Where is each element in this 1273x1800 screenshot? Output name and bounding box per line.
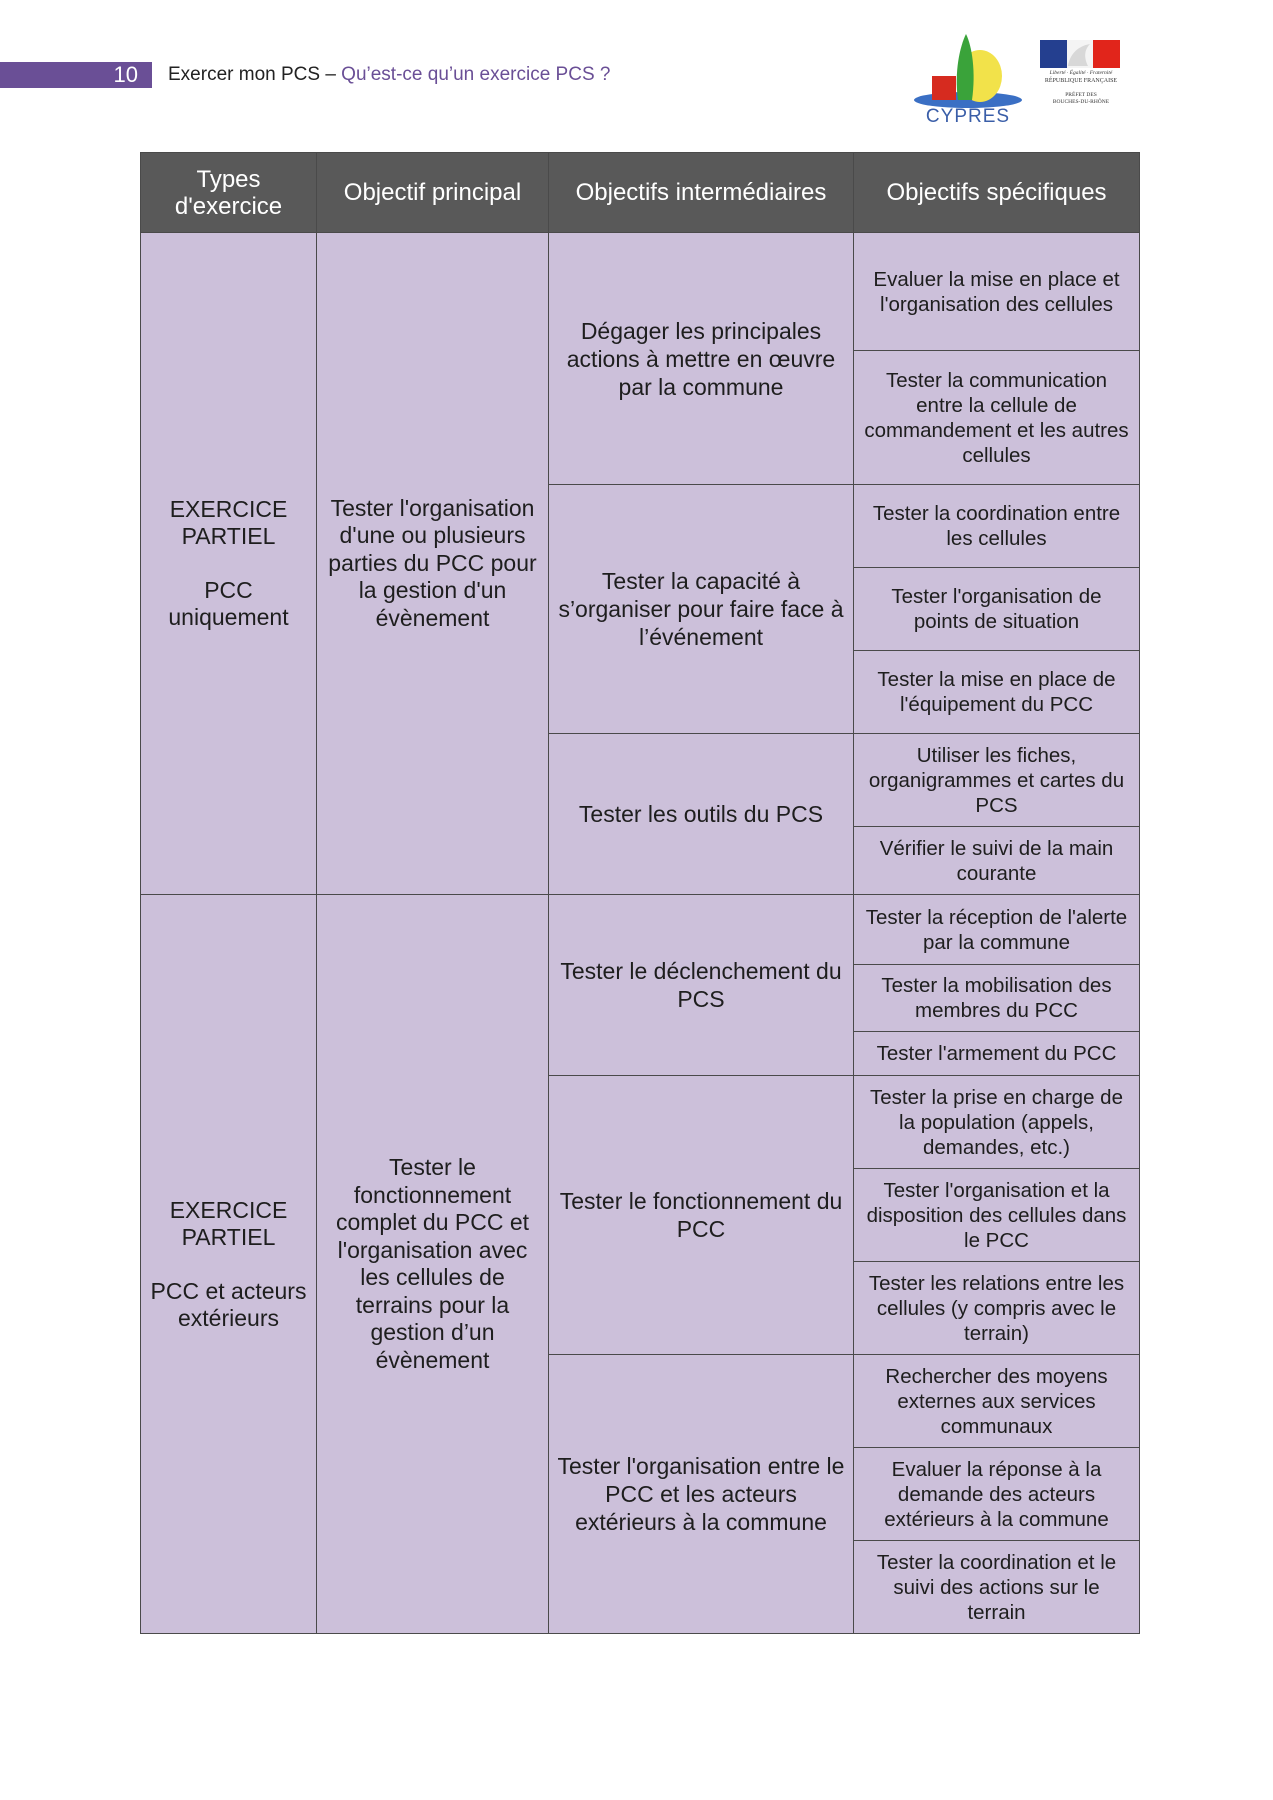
table-row	[141, 233, 1140, 351]
page-number: 10	[113, 62, 138, 87]
specific-objective-cell: Tester l'organisation et la disposition des cellules dans le PCC	[854, 1169, 1140, 1262]
cypres-logo-graphic	[910, 32, 1026, 108]
republique-francaise-logo	[1038, 38, 1124, 112]
cypres-logo	[910, 32, 1026, 132]
specific-objective-cell: Vérifier le suivi de la main courante	[854, 827, 1140, 895]
header-objectifs-specifiques: Objectifs spécifiques	[854, 153, 1140, 233]
specific-objective-cell: Rechercher des moyens externes aux services communaux	[854, 1355, 1140, 1448]
specific-objective-cell: Tester la réception de l'alerte par la commune	[854, 895, 1140, 965]
specific-objective-cell: Tester la coordination et le suivi des actions sur le terrain	[854, 1541, 1140, 1634]
specific-objective-cell: Tester la mobilisation des membres du PCC	[854, 965, 1140, 1032]
exercise-type-scope: PCC uniquement	[168, 577, 289, 630]
specific-objective-cell: Evaluer la mise en place et l'organisation des cellules	[854, 233, 1140, 351]
specific-objective-cell: Tester la coordination entre les cellules	[854, 485, 1140, 568]
exercise-type-cell	[141, 895, 317, 1634]
cypres-logo-text: CYPRES	[925, 106, 1011, 127]
page-number-bar	[0, 62, 152, 88]
principal-objective-cell: Tester le fonctionnement complet du PCC et l'organisation avec les cellules de terrains pour la gestion d’un évènement	[317, 895, 549, 1634]
intermediate-objective-cell: Tester le fonctionnement du PCC	[549, 1076, 854, 1355]
intermediate-objective-cell: Tester les outils du PCS	[549, 734, 854, 895]
exercise-type-label: EXERCICE PARTIEL	[169, 1196, 288, 1250]
intermediate-objective-cell: Dégager les principales actions à mettre en œuvre par la commune	[549, 233, 854, 485]
header-main-title: Exercer mon PCS –	[168, 64, 342, 85]
principal-objective-cell: Tester l'organisation d'une ou plusieurs parties du PCC pour la gestion d'un évènement	[317, 233, 549, 895]
header-objectifs-intermediaires: Objectifs intermédiaires	[549, 153, 854, 233]
exercise-type-label: EXERCICE PARTIEL	[169, 496, 288, 549]
header-subtitle: Qu’est-ce qu’un exercice PCS ?	[341, 64, 611, 85]
marianne-flag-icon	[1040, 40, 1120, 68]
table-header-row	[141, 153, 1140, 233]
rf-prefet: PRÉFET DES	[1065, 92, 1097, 98]
specific-objective-cell: Utiliser les fiches, organigrammes et cartes du PCS	[854, 734, 1140, 827]
exercise-type-scope: PCC et acteurs extérieurs	[150, 1277, 307, 1331]
specific-objective-cell: Evaluer la réponse à la demande des acteurs extérieurs à la commune	[854, 1448, 1140, 1541]
intermediate-objective-cell: Tester le déclenchement du PCS	[549, 895, 854, 1076]
table-row	[141, 895, 1140, 965]
specific-objective-cell: Tester la mise en place de l'équipement du PCC	[854, 651, 1140, 734]
rf-department: BOUCHES-DU-RHÔNE	[1052, 99, 1110, 105]
specific-objective-cell: Tester la prise en charge de la population (appels, demandes, etc.)	[854, 1076, 1140, 1169]
intermediate-objective-cell: Tester la capacité à s’organiser pour faire face à l’événement	[549, 485, 854, 734]
intermediate-objective-cell: Tester l'organisation entre le PCC et les acteurs extérieurs à la commune	[549, 1355, 854, 1634]
specific-objective-cell: Tester les relations entre les cellules (y compris avec le terrain)	[854, 1262, 1140, 1355]
specific-objective-cell: Tester la communication entre la cellule de commandement et les autres cellules	[854, 351, 1140, 485]
page-header-title	[168, 62, 610, 88]
exercise-objectives-table	[140, 152, 1140, 1634]
header-objectif-principal: Objectif principal	[317, 153, 549, 233]
rf-name: RÉPUBLIQUE FRANÇAISE	[1044, 78, 1118, 84]
header-types-exercice: Types d'exercice	[141, 153, 317, 233]
exercise-type-cell	[141, 233, 317, 895]
specific-objective-cell: Tester l'organisation de points de situation	[854, 568, 1140, 651]
rf-motto: Liberté · Égalité · Fraternité	[1049, 70, 1113, 76]
specific-objective-cell: Tester l'armement du PCC	[854, 1032, 1140, 1076]
